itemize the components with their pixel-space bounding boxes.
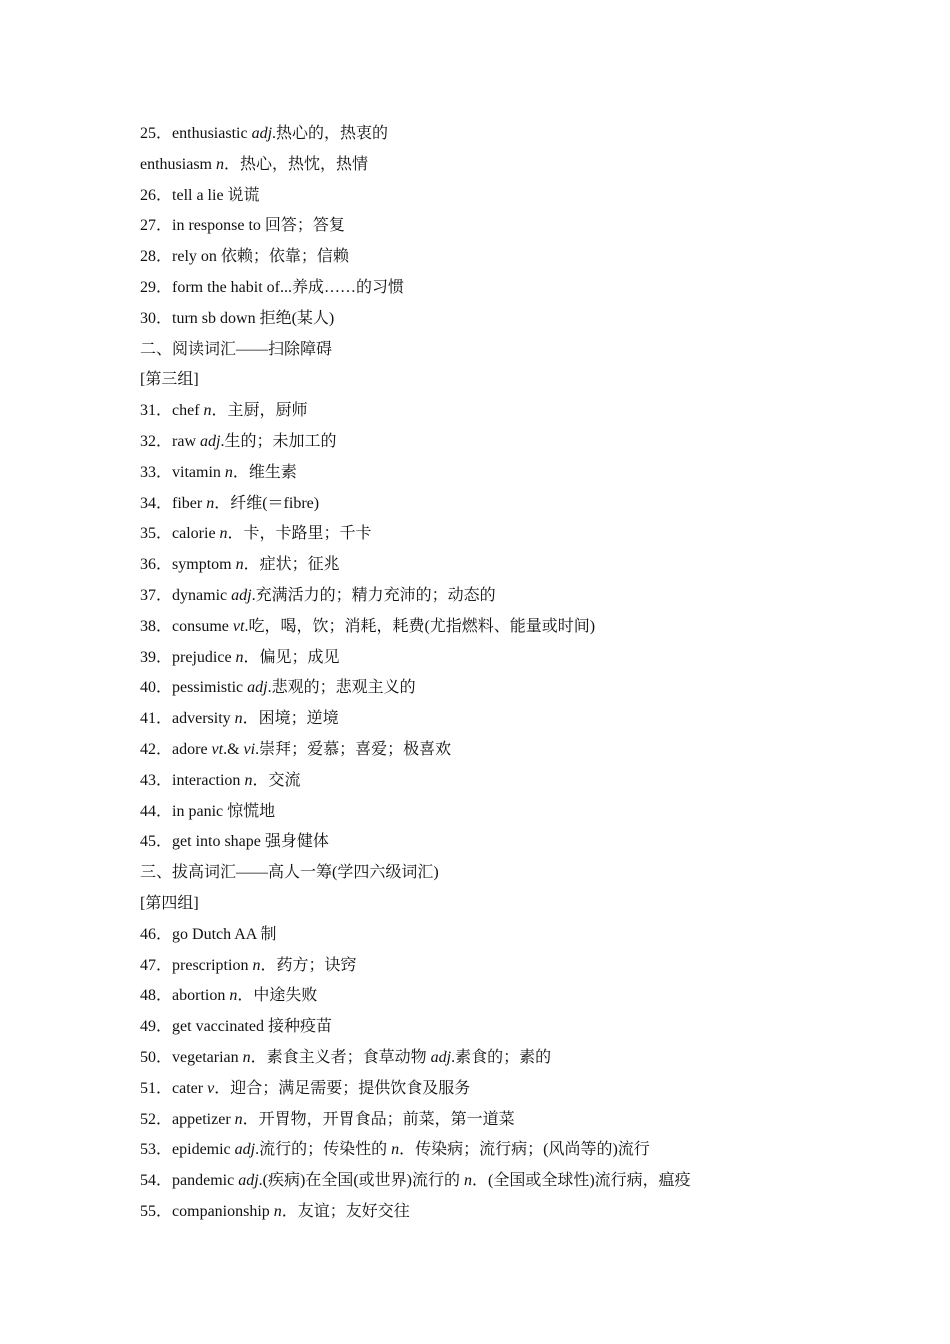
part-of-speech: n bbox=[273, 1202, 282, 1220]
part-of-speech: adj bbox=[231, 586, 252, 604]
entry-definition: ．药方；诀窍 bbox=[260, 956, 357, 974]
vocab-entry bbox=[140, 581, 840, 612]
vocab-entry bbox=[140, 273, 840, 304]
vocab-entry bbox=[140, 150, 840, 181]
entry-number: 43． bbox=[140, 771, 173, 789]
entry-term: vitamin bbox=[172, 463, 225, 481]
part-of-speech: adj bbox=[430, 1048, 452, 1066]
entry-definition: ．(全国或全球性)流行病，瘟疫 bbox=[472, 1172, 691, 1190]
entry-number: 44． bbox=[140, 802, 173, 820]
entry-term: symptom bbox=[172, 556, 236, 574]
entry-number: 45． bbox=[140, 833, 173, 851]
entry-number: 42． bbox=[140, 740, 173, 758]
vocab-entry bbox=[140, 489, 840, 520]
entry-number: 39． bbox=[140, 648, 173, 666]
entry-term: prescription bbox=[172, 956, 253, 974]
vocab-entry bbox=[140, 827, 840, 858]
entry-number: 46． bbox=[140, 925, 173, 943]
part-of-speech: adj bbox=[238, 1172, 259, 1190]
entry-number: 52． bbox=[140, 1110, 173, 1128]
entry-definition: .充满活力的；精力充沛的；动态的 bbox=[251, 586, 496, 604]
vocab-entry bbox=[140, 550, 840, 581]
entry-definition: .素食的；素的 bbox=[451, 1048, 552, 1066]
vocab-entry bbox=[140, 612, 840, 643]
part-of-speech: n bbox=[235, 648, 244, 666]
entry-definition: ．偏见；成见 bbox=[243, 648, 340, 666]
part-of-speech: n bbox=[235, 556, 244, 574]
vocab-entry bbox=[140, 519, 840, 550]
part-of-speech: vt bbox=[211, 740, 224, 758]
entry-definition: ．友谊；友好交往 bbox=[281, 1202, 410, 1220]
entry-number: 30． bbox=[140, 309, 173, 327]
vocab-entry bbox=[140, 1166, 840, 1197]
entry-definition: .悲观的；悲观主义的 bbox=[267, 679, 416, 697]
entry-number: 54． bbox=[140, 1172, 173, 1190]
entry-definition: ．困境；逆境 bbox=[242, 710, 339, 728]
vocab-entry bbox=[140, 119, 840, 150]
entry-number: 51． bbox=[140, 1079, 173, 1097]
entry-definition: ．症状；征兆 bbox=[243, 556, 340, 574]
section-heading: 三、拔高词汇——高人一筹(学四六级词汇) bbox=[140, 864, 439, 882]
entry-number: 41． bbox=[140, 710, 173, 728]
entry-number: 40． bbox=[140, 679, 173, 697]
part-of-speech: adj bbox=[247, 679, 268, 697]
entry-term: vegetarian bbox=[172, 1048, 243, 1066]
entry-term: form the habit of... bbox=[172, 278, 292, 296]
entry-term: prejudice bbox=[172, 648, 236, 666]
entry-definition: 惊慌地 bbox=[227, 802, 276, 820]
entry-definition: ．开胃物，开胃食品；前菜，第一道菜 bbox=[242, 1110, 515, 1128]
entry-definition: ．热心，热忱，热情 bbox=[224, 155, 369, 173]
entry-definition: ．纤维(＝fibre) bbox=[214, 494, 320, 512]
entry-definition: .流行的；传染性的 bbox=[255, 1141, 392, 1159]
entry-term: get vaccinated bbox=[172, 1018, 268, 1036]
entry-definition: 接种疫苗 bbox=[267, 1018, 332, 1036]
entry-term: adore bbox=[172, 740, 212, 758]
entry-definition: 养成……的习惯 bbox=[291, 278, 404, 296]
entry-term: fiber bbox=[172, 494, 207, 512]
entry-number: 25． bbox=[140, 125, 173, 142]
entry-number: 53． bbox=[140, 1141, 173, 1159]
part-of-speech: adj bbox=[234, 1141, 256, 1159]
vocab-entry bbox=[140, 304, 840, 335]
entry-definition: .& bbox=[223, 740, 244, 758]
section-heading: [第三组] bbox=[140, 371, 199, 389]
vocab-entry bbox=[140, 427, 840, 458]
entry-definition: 回答；答复 bbox=[264, 217, 345, 235]
entry-term: epidemic bbox=[172, 1141, 235, 1159]
entry-term: enthusiastic bbox=[172, 125, 252, 142]
part-of-speech: n bbox=[252, 956, 261, 974]
entry-definition: 拒绝(某人) bbox=[259, 309, 335, 327]
entry-term: cater bbox=[172, 1079, 208, 1097]
entry-number: 29． bbox=[140, 278, 173, 296]
entry-term: pessimistic bbox=[172, 679, 248, 697]
entry-number: 35． bbox=[140, 525, 173, 543]
entry-term: appetizer bbox=[172, 1110, 235, 1128]
entry-term: go Dutch bbox=[172, 925, 235, 943]
part-of-speech: vt bbox=[232, 617, 245, 635]
part-of-speech: n bbox=[219, 525, 228, 543]
entry-definition: 依赖；依靠；信赖 bbox=[220, 248, 349, 266]
entry-definition: ．主厨，厨师 bbox=[211, 402, 308, 420]
entry-number: 28． bbox=[140, 248, 173, 266]
entry-definition: .生的；未加工的 bbox=[220, 432, 337, 450]
vocab-entry bbox=[140, 951, 840, 982]
vocab-entry bbox=[140, 1105, 840, 1136]
entry-definition: ．交流 bbox=[252, 771, 301, 789]
vocab-entry bbox=[140, 981, 840, 1012]
entry-number: 48． bbox=[140, 987, 173, 1005]
vocab-entry bbox=[140, 211, 840, 242]
entry-definition: ．卡，卡路里；千卡 bbox=[227, 525, 372, 543]
document-page bbox=[140, 119, 840, 1228]
vocab-entry bbox=[140, 458, 840, 489]
part-of-speech: n bbox=[391, 1141, 400, 1159]
vocab-entry bbox=[140, 181, 840, 212]
entry-definition: ．传染病；流行病；(风尚等的)流行 bbox=[399, 1141, 650, 1159]
entry-number: 31． bbox=[140, 402, 173, 420]
entry-term: calorie bbox=[172, 525, 220, 543]
entry-definition: 说谎 bbox=[227, 186, 260, 204]
vocab-entry bbox=[140, 704, 840, 735]
entry-number: 27． bbox=[140, 217, 173, 235]
vocab-entry bbox=[140, 1012, 840, 1043]
entry-term: dynamic bbox=[172, 586, 232, 604]
entry-number: 50． bbox=[140, 1048, 173, 1066]
entry-definition: 强身健体 bbox=[264, 833, 329, 851]
section-heading: 二、阅读词汇——扫除障碍 bbox=[140, 340, 333, 358]
entry-definition: .吃，喝，饮；消耗，耗费(尤指燃料、能量或时间) bbox=[244, 617, 596, 635]
vocab-entry bbox=[140, 242, 840, 273]
part-of-speech: v bbox=[207, 1079, 215, 1097]
entry-number: 49． bbox=[140, 1018, 173, 1036]
section-heading: [第四组] bbox=[140, 894, 199, 912]
vocab-entry bbox=[140, 1074, 840, 1105]
part-of-speech: adj bbox=[200, 432, 221, 450]
vocab-entry bbox=[140, 920, 840, 951]
part-of-speech: n bbox=[244, 771, 253, 789]
vocab-entry bbox=[140, 797, 840, 828]
entry-number: 34． bbox=[140, 494, 173, 512]
entry-number: 36． bbox=[140, 556, 173, 574]
entry-term: chef bbox=[172, 402, 204, 420]
entry-definition: ．维生素 bbox=[232, 463, 297, 481]
entry-definition: AA 制 bbox=[234, 925, 277, 943]
part-of-speech: n bbox=[216, 155, 224, 173]
entry-definition: ．素食主义者；食草动物 bbox=[250, 1048, 431, 1066]
entry-term: enthusiasm bbox=[140, 155, 216, 173]
vocab-entry bbox=[140, 396, 840, 427]
part-of-speech: n bbox=[242, 1048, 251, 1066]
entry-definition: ．迎合；满足需要；提供饮食及服务 bbox=[214, 1079, 471, 1097]
entry-term: consume bbox=[172, 617, 233, 635]
entry-term: get into shape bbox=[172, 833, 265, 851]
vocab-entry bbox=[140, 1197, 840, 1228]
entry-term: adversity bbox=[172, 710, 235, 728]
vocab-entry bbox=[140, 643, 840, 674]
entry-number: 47． bbox=[140, 956, 173, 974]
entry-definition: .崇拜；爱慕；喜爱；极喜欢 bbox=[255, 740, 452, 758]
entry-term: companionship bbox=[172, 1202, 274, 1220]
vocab-entry bbox=[140, 766, 840, 797]
vocab-entry bbox=[140, 1135, 840, 1166]
entry-number: 26． bbox=[140, 186, 173, 204]
vocab-entry bbox=[140, 673, 840, 704]
part-of-speech: n bbox=[224, 463, 233, 481]
part-of-speech: n bbox=[234, 710, 243, 728]
entry-term: abortion bbox=[172, 987, 230, 1005]
entry-number: 37． bbox=[140, 586, 173, 604]
entry-term: raw bbox=[172, 432, 200, 450]
part-of-speech: n bbox=[203, 402, 212, 420]
part-of-speech: vi bbox=[243, 740, 256, 758]
part-of-speech: n bbox=[464, 1172, 472, 1190]
entry-term: in response to bbox=[172, 217, 265, 235]
entry-term: in panic bbox=[172, 802, 228, 820]
entry-term: tell a lie bbox=[172, 186, 228, 204]
entry-definition: ．中途失败 bbox=[237, 987, 318, 1005]
vocab-entry bbox=[140, 735, 840, 766]
entry-number: 55． bbox=[140, 1202, 173, 1220]
vocab-entry bbox=[140, 1043, 840, 1074]
entry-number: 32． bbox=[140, 432, 173, 450]
part-of-speech: n bbox=[229, 987, 238, 1005]
part-of-speech: adj bbox=[251, 125, 273, 142]
part-of-speech: n bbox=[234, 1110, 243, 1128]
entry-term: interaction bbox=[172, 771, 245, 789]
entry-number: 33． bbox=[140, 463, 173, 481]
entry-term: rely on bbox=[172, 248, 221, 266]
part-of-speech: n bbox=[206, 494, 215, 512]
entry-definition: .(疾病)在全国(或世界)流行的 bbox=[258, 1172, 464, 1190]
entry-term: turn sb down bbox=[172, 309, 260, 327]
entry-term: pandemic bbox=[172, 1172, 239, 1190]
entry-number: 38． bbox=[140, 617, 173, 635]
entry-definition: .热心的，热衷的 bbox=[272, 125, 389, 142]
